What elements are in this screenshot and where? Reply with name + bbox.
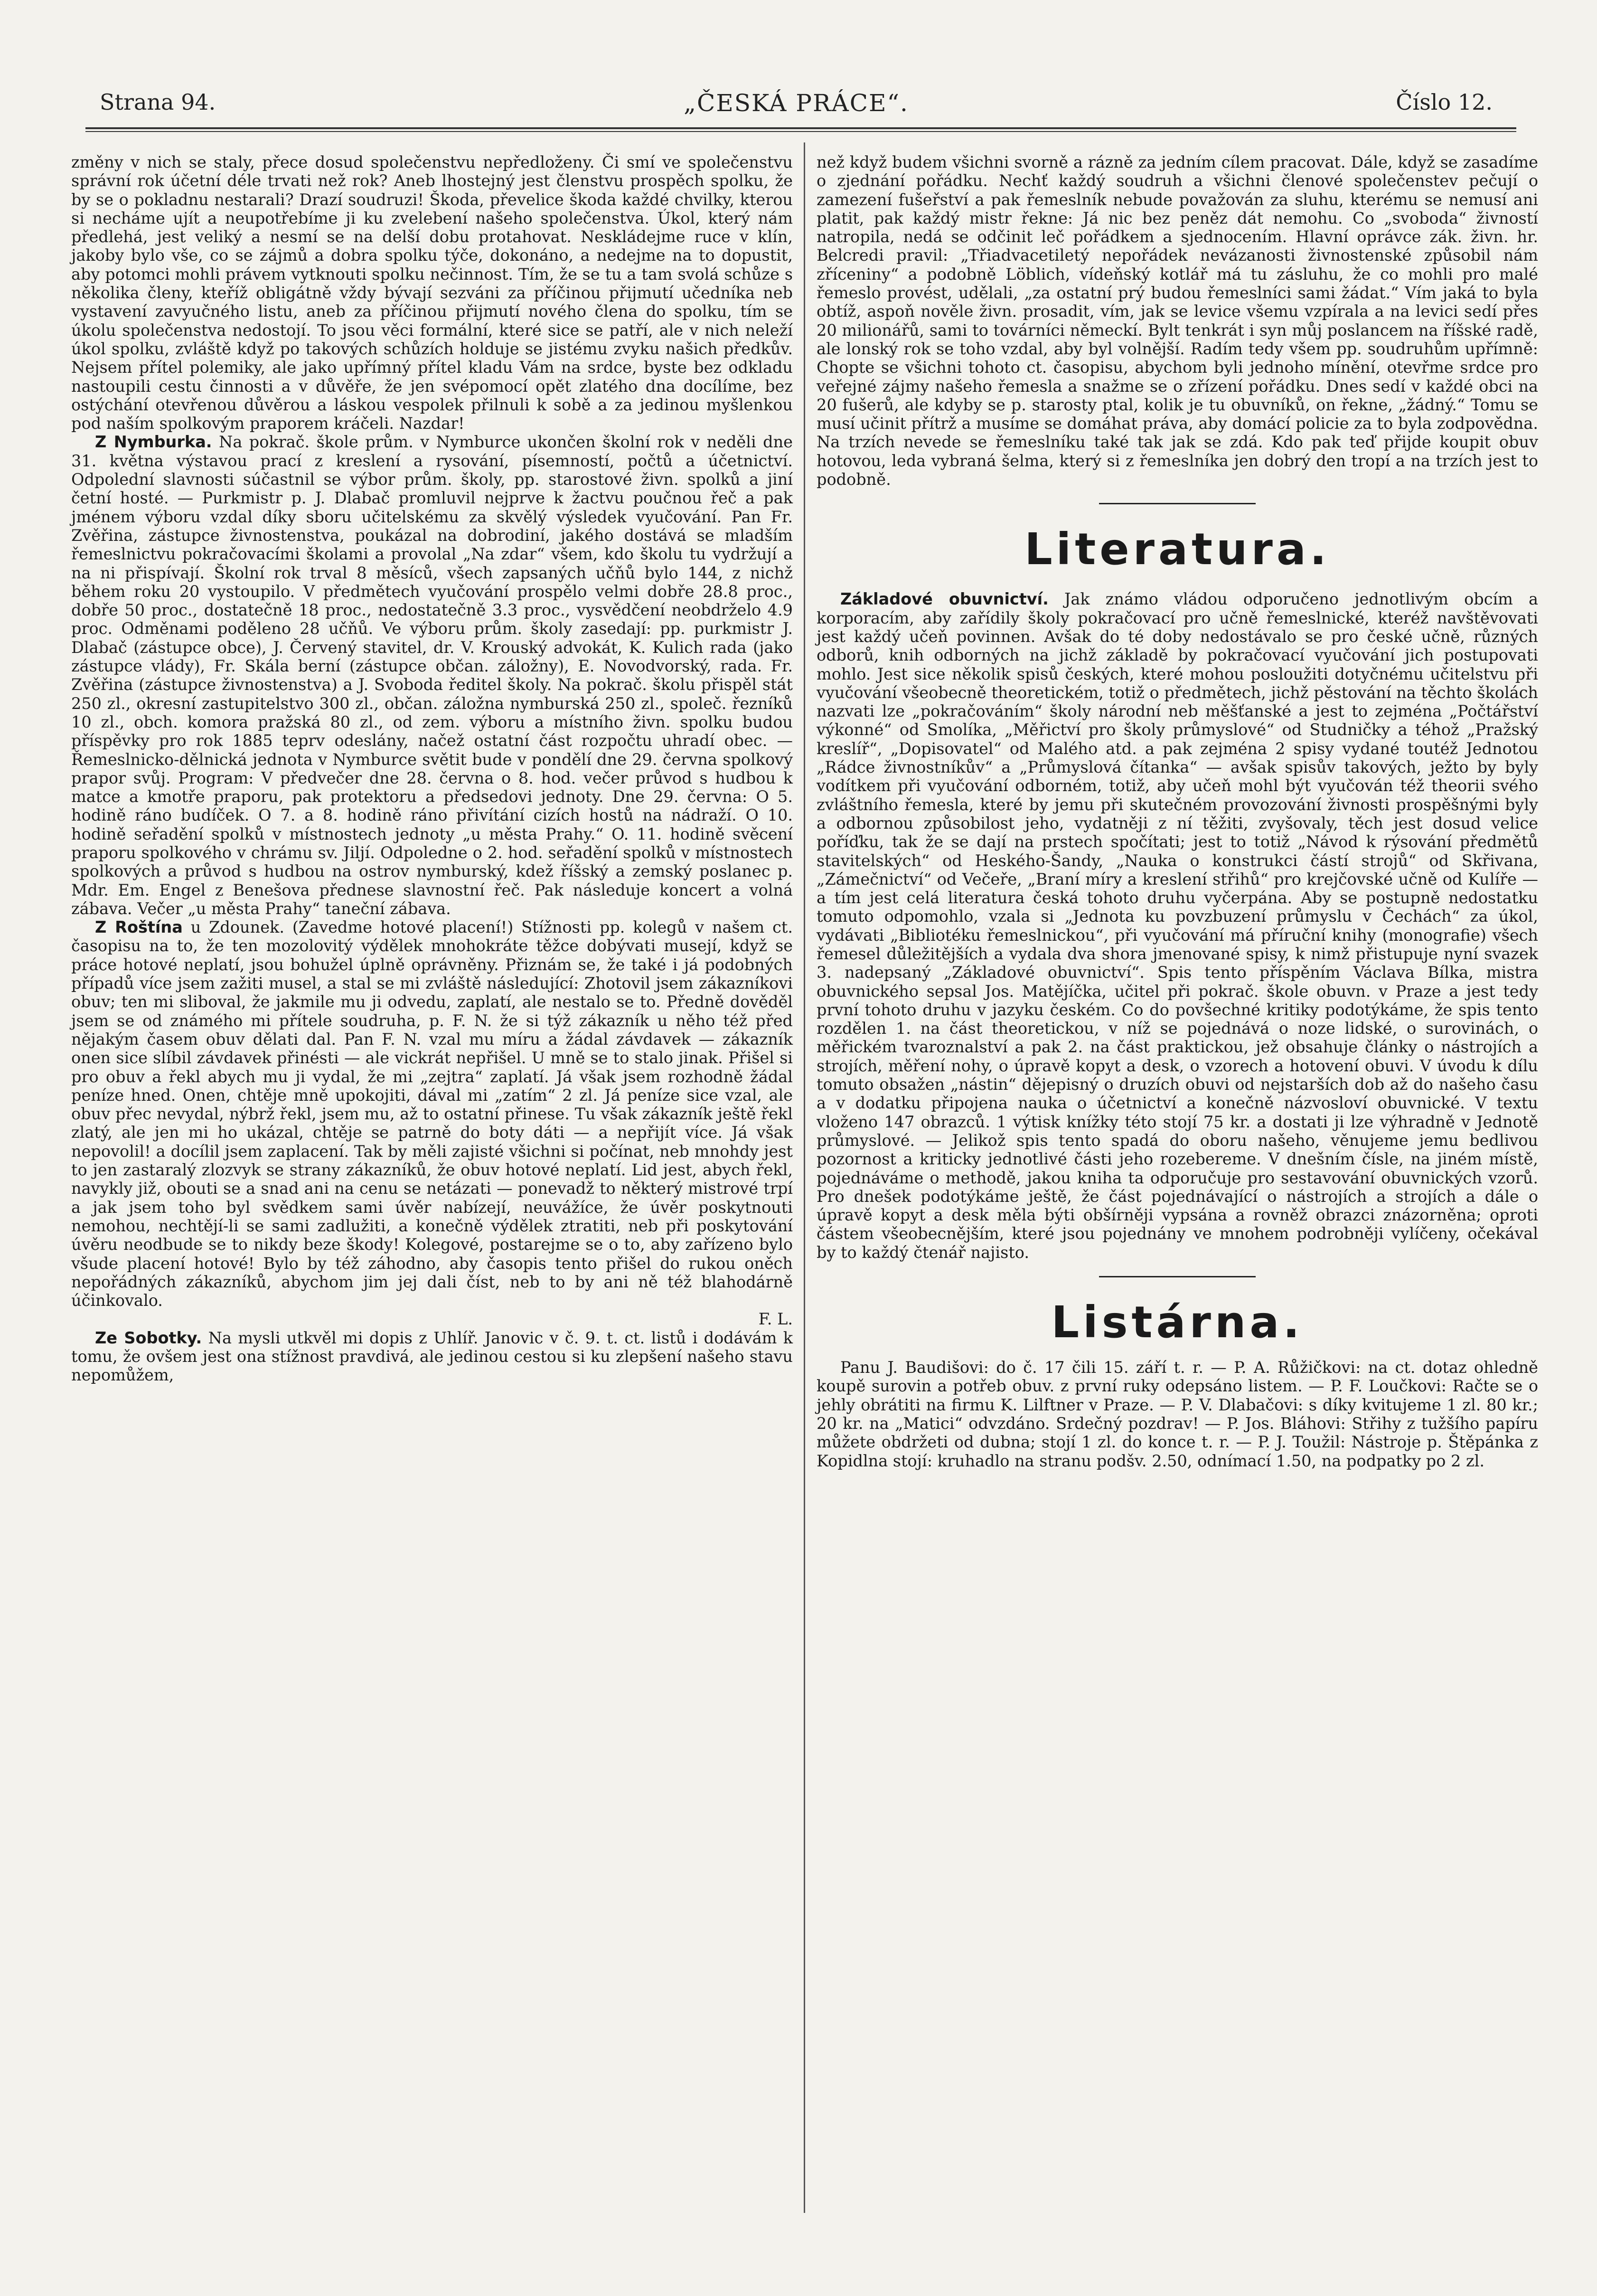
header-rule: [85, 127, 1516, 129]
article-heading: Z Roštína: [95, 918, 183, 937]
article-text: u Zdounek. (Zavedme hotové placení!) Stížnosti pp. kolegů v našem ct. časopisu na to, že ten mozolovitý výdělek mnohokráte těžce dobývati musejí, když se práce hotové neplatí, jsou bohužel úplně oprávněny. Přiznám se, že také i já podobných případů více jsem zažiti musel, a stal se mi zvláště následující: Zhotovil jsem zákazníkovi obuv; ten mi sliboval, že jakmile mu ji odvedu, zaplatí, ale nestalo se to. Předně dověděl jsem se od známého mi přítele soudruha, p. F. N. že si týž zákazník u něho též před nějakým časem obuv dělati dal. Pan F. N. vzal mu míru a žádal závdavek — zákazník onen sice slíbil závdavek přinésti — ale vickrát nepřišel. U mně se to stalo jinak. Přišel si pro obuv a řekl abych mu ji vydal, že mi „zejtra“ zaplatí. Já však jsem rozhodně žádal peníze hned. Onen, chtěje mně upokojiti, dával mi „zatím“ 2 zl. Já peníze sice vzal, ale obuv přec nevydal, nýbrž řekl, jsem mu, až to ostatní přinese. Tu však zákazník ještě řekl zlatý, ale jen mi ho ukázal, chtěje se patrně do boty dáti — a nepřijít více. Já však nepovolil! a docílil jsem zaplacení. Tak by měli zajisté všichni si počínat, neb mnohdy jest to jen zastaralý zlozvyk se strany zákazníků, že obuv hotové neplatí. Lid jest, abych řekl, navykly již, obouti se a snad ani na cenu se netázati — ponevadž to některý mistrové trpí a jak jsem toho byl svědkem sami úvěr nabízejí, neuvážíce, že úvěr poskytnouti nemohou, nechtějí-li se sami zadlužiti, a konečně výdělek ztratiti, neb při poskytování úvěru neodbude se to nikdy beze škody! Kolegové, postarejme se o to, aby zařízeno bylo všude placení hotové! Bylo by též záhodno, aby časopis tento přišel do rukou oněch nepořádných zákazníků, abychom jim jej dali číst, neb to by ani ně též blahodárně účinkovalo.: [71, 918, 793, 1310]
article-rostin: [71, 918, 793, 1310]
listarna-text: Panu J. Baudišovi: do č. 17 čili 15. září t. r. — P. A. Růžičkovi: na ct. dotaz ohledně koupě surovin a potřeb obuv. z první ruky odepsáno listem. — P. F. Loučkovi: Račte se o jehly obrátiti na firmu K. Lilftner v Praze. — P. V. Dlabačovi: s díky kvitujeme 1 zl. 80 kr.; 20 kr. na „Matici“ odvzdáno. Srdečný pozdrav! — P. Jos. Bláhovi: Střihy z tužšího papíru můžete obdržeti od dubna; stojí 1 zl. do konce t. r. — P. J. Toužil: Nástroje p. Štěpánka z Kopidlna stojí: kruhadlo na stranu podšv. 2.50, odnímací 1.50, na podpatky po 2 zl.: [817, 1358, 1538, 1470]
article-paragraph: změny v nich se staly, přece dosud společenstvu nepředloženy. Či smí ve společenstvu správní rok účetní déle trvati než rok? Aneb lhostejný jest členstvu prospěch spolku, že by se o pokladnu nestarali? Drazí soudruzi! Škoda, převelice škoda každé chvilky, kterou si necháme ujít a neupotřebíme ji ku zvelebení našeho společenstva. Úkol, který nám předlehá, jest veliký a nesmí se na delší dobu protahovat. Neskládejme ruce v klín, jakoby bylo vše, co se zájmů a dobra spolku týče, dokonáno, a nedejme na to dopustit, aby potomci mohli právem vytknouti spolku nečinnost. Tím, že se tu a tam svolá schůze s několika členy, kteříž obligátně vždy bývají sezváni za příčinou přijmutí učedníka neb vystavení zavyučného listu, aneb za příčinou přijmutí nového člena do spolku, tím se úkolu společenstva nedostojí. To jsou věci formální, které sice se patří, ale v nich neleží úkol spolku, zvláště když po takových schůzích holduje se jistému zvyku našich předkův. Nejsem přítel polemiky, ale jako upřímný přítel kladu Vám na srdce, byste bez odkladu nastoupili cestu činnosti a v důvěře, že jen svépomocí opět zlatého dna docílíme, bez ostýchání otevřenou důvěrou a láskou vespolek přilnuli k sobě a za jedinou myšlenkou pod naším spolkovým praporem kráčeli. Nazdar!: [71, 153, 793, 433]
issue-number: Číslo 12.: [1396, 89, 1493, 115]
article-sobotka: [71, 1329, 793, 1385]
section-divider: [1099, 503, 1256, 504]
section-title-listarna: Listárna.: [1051, 1297, 1304, 1348]
section-divider: [1099, 1276, 1256, 1277]
literature-review: [817, 590, 1538, 1262]
article-heading: Základové obuvnictví.: [840, 590, 1049, 609]
right-column: [817, 153, 1538, 1470]
article-heading: Z Nymburka.: [95, 433, 212, 452]
page-header: [100, 85, 1493, 123]
article-nymburk: [71, 433, 793, 918]
article-text: Na mysli utkvěl mi dopis z Uhlíř. Janovic v č. 9. t. ct. listů i dodávám k tomu, že ovšem jest ona stížnost pravdivá, ale jedinou cestou si ku zlepšení našeho stavu nepomůžem,: [71, 1328, 793, 1385]
article-paragraph: než když budem všichni svorně a rázně za jedním cílem pracovat. Dále, když se zasadíme o zjednání pořádku. Nechť každý soudruh a všichni členové společenstev pečují o zamezení fušeřství a pak řemeslník nebude považován za sluhu, kterému se nemusí ani platit, pak každý mistr řekne: Já nic bez peněz dát nemohu. Co „svoboda“ živností natropila, nedá se odčinit leč pořádkem a sjednocením. Hlavní oprávce zák. živn. hr. Belcredi pravil: „Třiadvacetiletý nepořádek nevázanosti živnostenské způsobil nám zříceniny“ a podobně Löblich, vídeňský kotlář má tu zásluhu, že co mohli pro malé řemeslo provést, udělali, „za ostatní prý budou řemeslníci sami žádat.“ Vím jaká to byla obtíž, aspoň nověle živn. prosadit, vím, jak se levice všemu vzpírala a na levici sedí přes 20 milionářů, sami to továrníci německí. Bylt tenkrát i syn můj poslancem na říšské radě, ale lonský rok se toho vzdal, aby byl volnější. Radím tedy všem pp. soudruhům upřímně: Chopte se všichni tohoto ct. časopisu, abychom byli jednoho mínění, otevřme srdce pro veřejné zájmy našeho řemesla a snažme se o zřízení pořádku. Dnes sedí v každé obci na 20 fušerů, ale kdyby se p. starosty ptal, kolik je tu obuvníků, on řekne, „žádný.“ Tomu se musí učinit přítrž a musíme se domáhat práva, aby domácí policie za to byla zodpovědna. Na trzích nevede se řemeslníku také tak jak se zdá. Kdo pak teď přijde koupit obuv hotovou, leda vybraná šelma, který si z řemeslníka jen dobrý den tropí a na trzích jest to podobně.: [817, 153, 1538, 489]
left-column: [71, 153, 793, 1385]
signature: F. L.: [758, 1310, 793, 1329]
article-text: Na pokrač. škole prům. v Nymburce ukončen školní rok v neděli dne 31. května výstavou prací z kreslení a rysování, písemností, počtů a účetnictví. Odpolední slavnosti súčastnil se výbor prům. školy, pp. starostové živn. spolků a jiní četní hosté. — Purkmistr p. J. Dlabač promluvil nejprve k žactvu poučnou řeč a pak jménem výboru vzdal díky sboru učitelskému za skvělý výsledek vyučování. Pan Fr. Zvěřina, zástupce živnostenstva, poukázal na dobrodiní, jakého dostává se mladším řemeslnictvu pokračovacími školami a provolal „Na zdar“ všem, kdo školu tu vydržují a na ni přispívají. Školní rok trval 8 měsíců, všech zapsaných učňů bylo 144, z nichž během roku 20 vystoupilo. V předmětech vyučování prospělo velmi dobře 28.8 proc., dobře 50 proc., dostatečně 18 proc., nedostatečně 3.3 proc., vysvědčení neobdrželo 4.9 proc. Odměnami poděleno 28 učňů. Ve výboru prům. školy zasedají: pp. purkmistr J. Dlabač (zástupce obce), J. Červený stavitel, dr. V. Krouský advokát, K. Kulich rada (jako zástupce vlády), Fr. Skála berní (zástupce občan. záložny), E. Novodvorský, rada. Fr. Zvěřina (zástupce živnostenstva) a J. Svoboda ředitel školy. Na pokrač. školu přispěl stát 250 zl., okresní zastupitelstvo 300 zl., občan. záložna nymburská 250 zl., společ. řezníků 10 zl., obch. komora pražská 80 zl., od zem. výboru a místního živn. spolku budou příspěvky pro rok 1885 teprv odeslány, načež ostatní část rozpočtu uhradí obec. — Řemeslnicko-dělnická jednota v Nymburce světit bude v pondělí dne 29. června spolkový prapor svůj. Program: V předvečer dne 28. června o 8. hod. večer průvod s hudbou k matce a kmotře praporu, pak protektoru a předsedovi jednoty. Dne 29. června: O 5. hodině ráno budíček. O 7. a 8. hodině ráno přivítání cizích hostů na nádraží. O 10. hodině seřadění spolků v místnostech jednoty „u města Prahy.“ O. 11. hodině svěcení praporu spolkového v chrámu sv. Jiljí. Odpoledne o 2. hod. seřadění spolků v místnostech spolkových a průvod s hudbou na ostrov nymburský, kdež říšský a zemský poslanec p. Mdr. Em. Engel z Benešova přednese slavnostní řeč. Pak následuje koncert a volná zábava. Večer „u města Prahy“ taneční zábava.: [71, 433, 793, 918]
journal-title: „ČESKÁ PRÁCE“.: [684, 89, 909, 117]
column-divider: [804, 142, 805, 2213]
article-text: Jak známo vládou odporučeno jednotlivým obcím a korporacím, aby zařídily školy pokračovací pro učně řemeslnické, kteréž navštěvovati jest každý učeň povinnen. Avšak do té doby nedostávalo se pro české učně, různých odborů, knih odborných na jichž základě by pokračovací vyučování jich postupovati mohlo. Jest sice několik spisů českých, které mohou posloužiti dotyčnému učitelstvu při vyučování všeobecně theoretickém, totiž o předmětech, jichž pěstování na těchto školách nazvati lze „pokračováním“ školy národní neb měšťanské a jest to zejména „Počtářství výkonné“ od Smolíka, „Měřictví pro školy průmyslové“ od Studničky a téhož „Pražský kreslíř“, „Dopisovatel“ od Malého atd. a pak zejména 2 spisy vydané toutéž Jednotou „Rádce živnostníkův“ a „Průmyslová čítanka“ — avšak spisův takových, ježto by byly vodítkem při vyučování odborném, totiž, aby učeň mohl být vyučován též theorii svého zvláštního řemesla, které by jemu při skutečném provozování živnosti prospěšnými byly a odbornou způsobilost jeho, vydatněji z ní těžiti, zvyšovaly, těch jest dosud velice poříďku, tak že se dají na prstech spočítati; jest to totiž „Návod k rýsování předmětů stavitelských“ od Heského-Šandy, „Nauka o konstrukci částí strojů“ od Skřivana, „Zámečnictví“ od Večeře, „Braní míry a kreslení střihů“ pro krejčovské učně od Kulíře — a tím jest celá literatura česká tohoto druhu vyčerpána. Aby se postupně nedostatku tomuto odpomohlo, vzala si „Jednota ku povzbuzení průmyslu v Čechách“ za úkol, vydávati „Bibliotéku řemeslnickou“, při vyučování má příruční knihy (monografie) všech řemesel důležitějších a vydala dva shora jmenované spisy, k nimž přistupuje nyní svazek 3. nadepsaný „Základové obuvnictví“. Spis tento příspěním Václava Bílka, mistra obuvnického sepsal Jos. Matějíčka, učitel při pokrač. škole obuvn. v Praze a jest tedy první tohoto druhu v jazyku českém. Co do povšechné kritiky podotýkáme, že spis tento rozdělen 1. na část theoretickou, v níž se pojednává o noze lidské, o surovinách, o měřickém tvaroznalství a pak 2. na část praktickou, jež obsahuje články o nástrojích a strojích, měření nohy, o úpravě kopyt a desk, o vzorech a hotovení obuvi. V úvodu k dílu tomuto obsažen „nástin“ dějepisný o druzích obuvi od nejstarších dob až do našeho času a v dodatku připojena nauka o účetnictví a konečně názvosloví obuvnické. V textu vloženo 147 obrazců. 1 výtisk knížky této stojí 75 kr. a dostati ji lze výhradně v Jednotě průmyslové. — Jelikož spis tento spadá do oboru našeho, věnujeme jemu bedlivou pozornost a kriticky jednotlivé části jeho rozebereme. V dnešním čísle, na jiném místě, pojednáváme o methodě, jakou kniha ta odporučuje pro sestavování obuvnických vzorů. Pro dnešek podotýkáme ještě, že část pojednávající o nástrojích a strojích a dále o úpravě kopyt a desk měla býti obšírněji vypsána a rovněž obrazci znázorněna; oproti částem všeobecnějším, které jsou pojednány ve mnohem podrobněji vylíčeny, očekával by to každý čtenář najisto.: [817, 590, 1538, 1262]
header-rule-thin: [85, 131, 1516, 132]
article-heading: Ze Sobotky.: [95, 1328, 202, 1347]
section-title-literatura: Literatura.: [1024, 524, 1330, 575]
page-number: Strana 94.: [100, 89, 216, 115]
